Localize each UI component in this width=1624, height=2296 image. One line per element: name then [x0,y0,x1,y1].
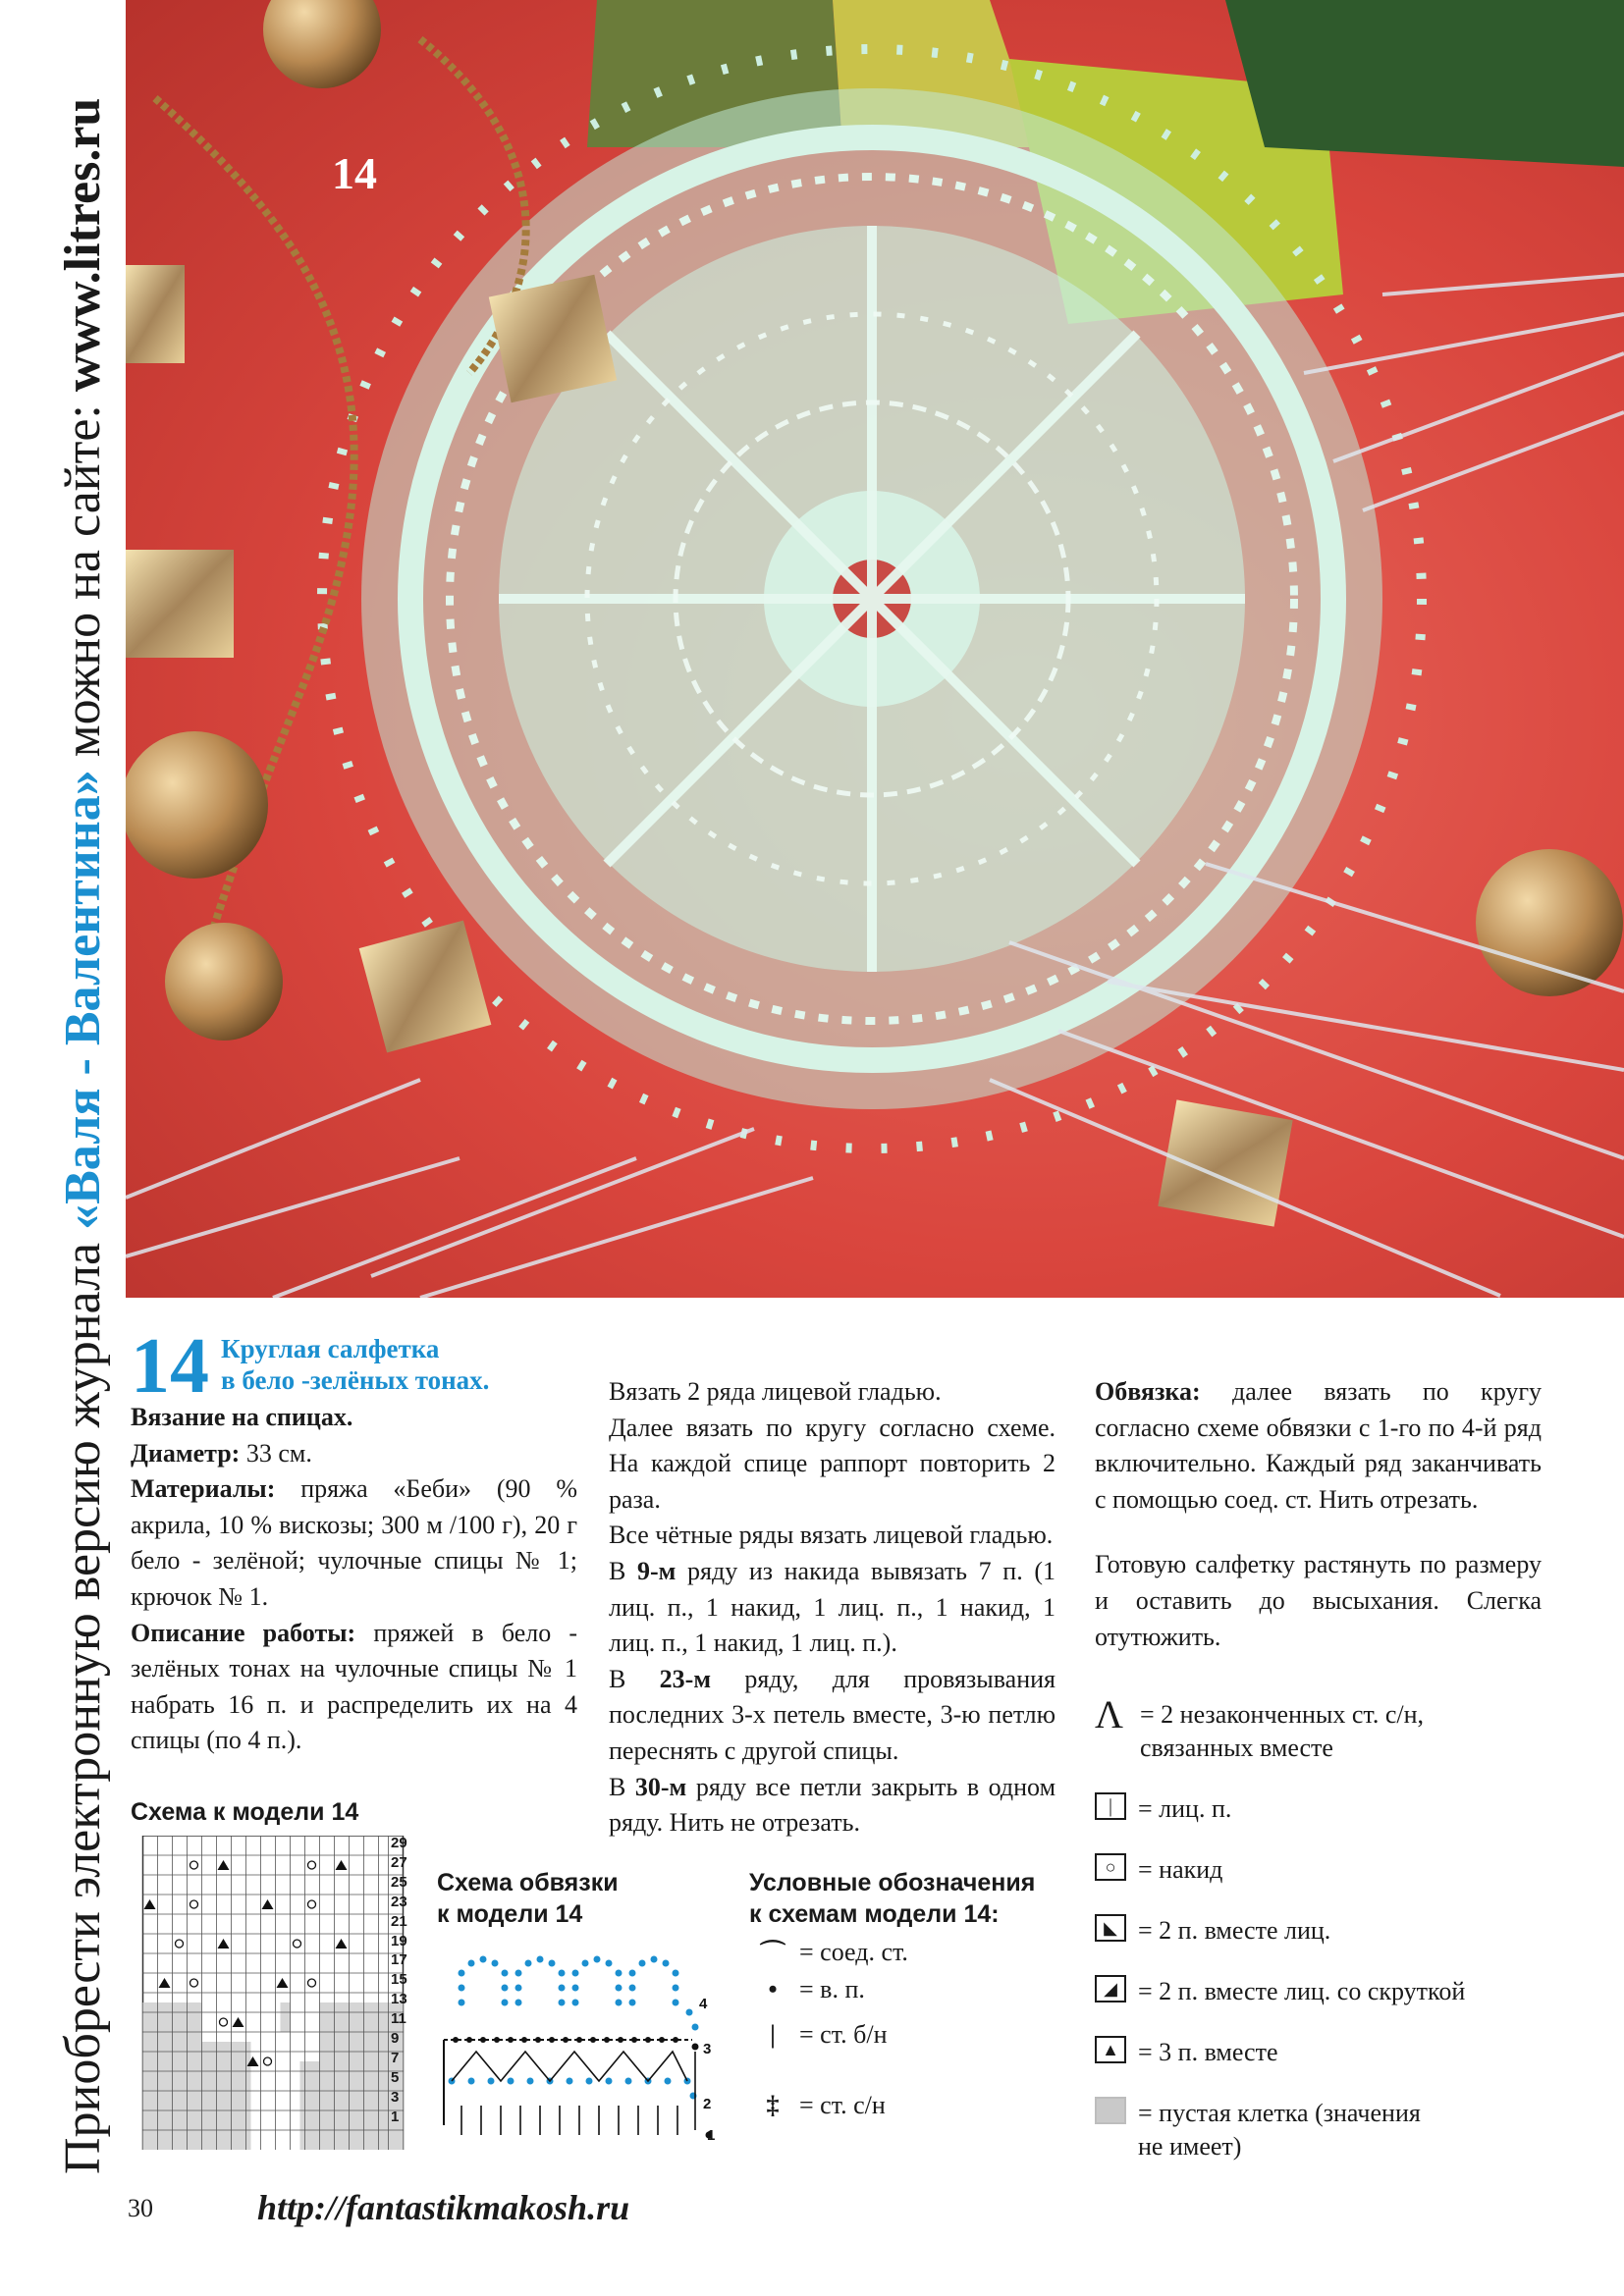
text-column-3 [1095,1374,1542,1655]
edging-title-line1: Схема обвязки [437,1869,619,1896]
materials-value: пряжа «Беби» (90 % акрила, 10 % вискозы; 300 м /100 г), 20 г бело - зелёной; чулочные спицы № 1; крючок № 1. [131,1474,578,1611]
knitting-chart [131,1836,415,2150]
row-number: 9 [391,2030,400,2048]
edging-row-label: 3 [703,2041,712,2057]
diameter-label: Диаметр: [131,1438,241,1468]
legend2-item-k3tog [1095,2036,1278,2069]
text-column-2 [609,1374,1056,1842]
row-number: 29 [391,1835,407,1851]
legend-item-chain [756,1975,865,2004]
bar-icon: | [770,2020,776,2049]
legend-item-single-crochet [756,2020,887,2050]
empty-cell-icon [1095,2097,1126,2124]
chart-row-numbers [391,1834,407,2127]
dot-icon: • [768,1975,778,2003]
row-number: 5 [391,2068,400,2086]
knit-icon: | [1095,1792,1126,1820]
model-number: 14 [131,1323,209,1410]
p7-prefix: В [609,1772,626,1801]
side-prefix: Приобрести электронную версию журнала [55,1242,111,2174]
page-number: 30 [128,2194,153,2222]
p5-prefix: В [609,1556,626,1585]
text-column-1 [131,1400,577,1759]
legend-item-slip-stitch [756,1934,908,1970]
arc-icon: ⌒ [759,1940,785,1968]
technique: Вязание на спицах. [131,1403,353,1431]
p5-rest: ряду из накида вывязать 7 п. (1 лиц. п., 1 накид, 1 лиц. п., 1 накид, 1 лиц. п., 1 накид, 1 лиц. п.). [609,1556,1056,1658]
model-title [221,1333,574,1396]
legend-text: = соед. ст. [799,1937,908,1966]
finish-text: Готовую салфетку растянуть по размеру и оставить до высыхания. Слегка отутюжить. [1095,1550,1542,1651]
edging-label: Обвязка: [1095,1377,1201,1406]
diameter-value: 33 см. [245,1438,312,1468]
side-middle: можно на сайте: [55,404,111,758]
description-label: Описание работы: [131,1618,356,1647]
p7-rest: ряду все петли закрыть в одном ряду. Нить не отрезать. [609,1772,1056,1838]
legend-text: = ст. с/н [799,2091,886,2119]
k2tog-twisted-icon: ◢ [1095,1975,1126,2002]
row-number: 25 [391,1873,407,1891]
description-value: пряжей в бело - зелёных тонах на чулочные спицы № 1 набрать 16 п. и распределить их на 4 спицы (по 4 п.). [131,1618,578,1755]
legend-text: = ст. б/н [799,2020,888,2049]
legend-title-line1: Условные обозначения [749,1869,1036,1896]
row-number: 13 [391,1991,407,2008]
yarn-over-icon: ○ [1095,1853,1126,1881]
legend-text: = 3 п. вместе [1138,2038,1278,2066]
row-number: 19 [391,1932,407,1949]
p6-row: 23-м [659,1664,712,1693]
legend2-item-cluster [1095,1692,1513,1765]
photo-model-number: 14 [332,148,377,198]
side-banner-text [39,93,128,2174]
doily-photo [126,0,1624,1298]
legend-title-line2: к схемам модели 14: [749,1900,1000,1928]
row-number: 7 [391,2049,400,2066]
row-number: 27 [391,1853,407,1871]
legend2-item-k2tog [1095,1914,1330,1948]
row-number: 15 [391,1971,407,1989]
row-number: 1 [391,2108,400,2125]
legend-text: = накид [1138,1855,1223,1884]
legend-text: = 2 п. вместе лиц. со скруткой [1138,1977,1466,2005]
chart-title: Схема к модели 14 [131,1798,359,1826]
paragraph-3: Далее вязать по кругу согласно схеме. На каждой спице раппорт повторить 2 раза. [609,1413,1056,1514]
legend2-item-empty-cell [1095,2097,1433,2163]
materials-label: Материалы: [131,1474,276,1504]
row-number: 3 [391,2088,400,2106]
edging-chart-title [437,1867,619,1930]
model-title-line1: Круглая салфетка [221,1334,440,1363]
cluster-icon: Λ [1095,1692,1124,1736]
side-banner [39,93,128,2174]
legend2-item-yarn-over [1095,1853,1222,1887]
edging-row-label: 4 [699,1996,708,2012]
model-title-line2: в бело -зелёных тонах. [221,1365,490,1395]
p5-row: 9-м [636,1556,677,1585]
edging-row-label: 2 [703,2096,712,2112]
edging-value: далее вязать по кругу согласно схеме обвязки с 1-го по 4-й ряд включительно. Каждый ряд заканчивать с помощью соед. ст. Нить отрезать. [1095,1377,1543,1514]
edging-chart [432,1944,717,2150]
legend-title [749,1867,1035,1930]
row-number: 11 [391,2010,406,2028]
footer-url[interactable]: http://fantastikmakosh.ru [257,2188,630,2227]
p7-row: 30-м [634,1772,687,1801]
edging-title-line2: к модели 14 [437,1900,583,1928]
k3tog-icon: ▲ [1095,2036,1126,2063]
legend-text: = лиц. п. [1138,1794,1232,1823]
legend-item-double-crochet [756,2091,886,2120]
legend-text: = в. п. [799,1975,865,2003]
edging-row-label: 1 [707,2127,716,2144]
k2tog-icon: ◣ [1095,1914,1126,1942]
p6-rest: ряду, для провязывания последних 3-х петель вместе, 3-ю петлю переснять с другой спицы. [609,1664,1056,1765]
legend2-item-knit [1095,1792,1231,1826]
legend2-item-k2tog-twisted [1095,1975,1465,2008]
p6-prefix: В [609,1664,626,1693]
paragraph-2: Вязать 2 ряда лицевой гладью. [609,1377,942,1406]
legend-text: = пустая клетка (значения не имеет) [1138,2099,1421,2161]
row-number: 17 [391,1951,407,1969]
paragraph-4: Все чётные ряды вязать лицевой гладью. [609,1521,1054,1550]
side-site-link[interactable]: www.litres.ru [55,97,111,393]
legend-text: = 2 незаконченных ст. с/н, связанных вместе [1140,1700,1425,1762]
side-magazine: «Валя - Валентина» [55,770,111,1230]
row-number: 23 [391,1893,407,1910]
crossed-bar-icon: ‡ [766,2091,780,2119]
row-number: 21 [391,1912,407,1930]
legend-text: = 2 п. вместе лиц. [1138,1916,1331,1945]
